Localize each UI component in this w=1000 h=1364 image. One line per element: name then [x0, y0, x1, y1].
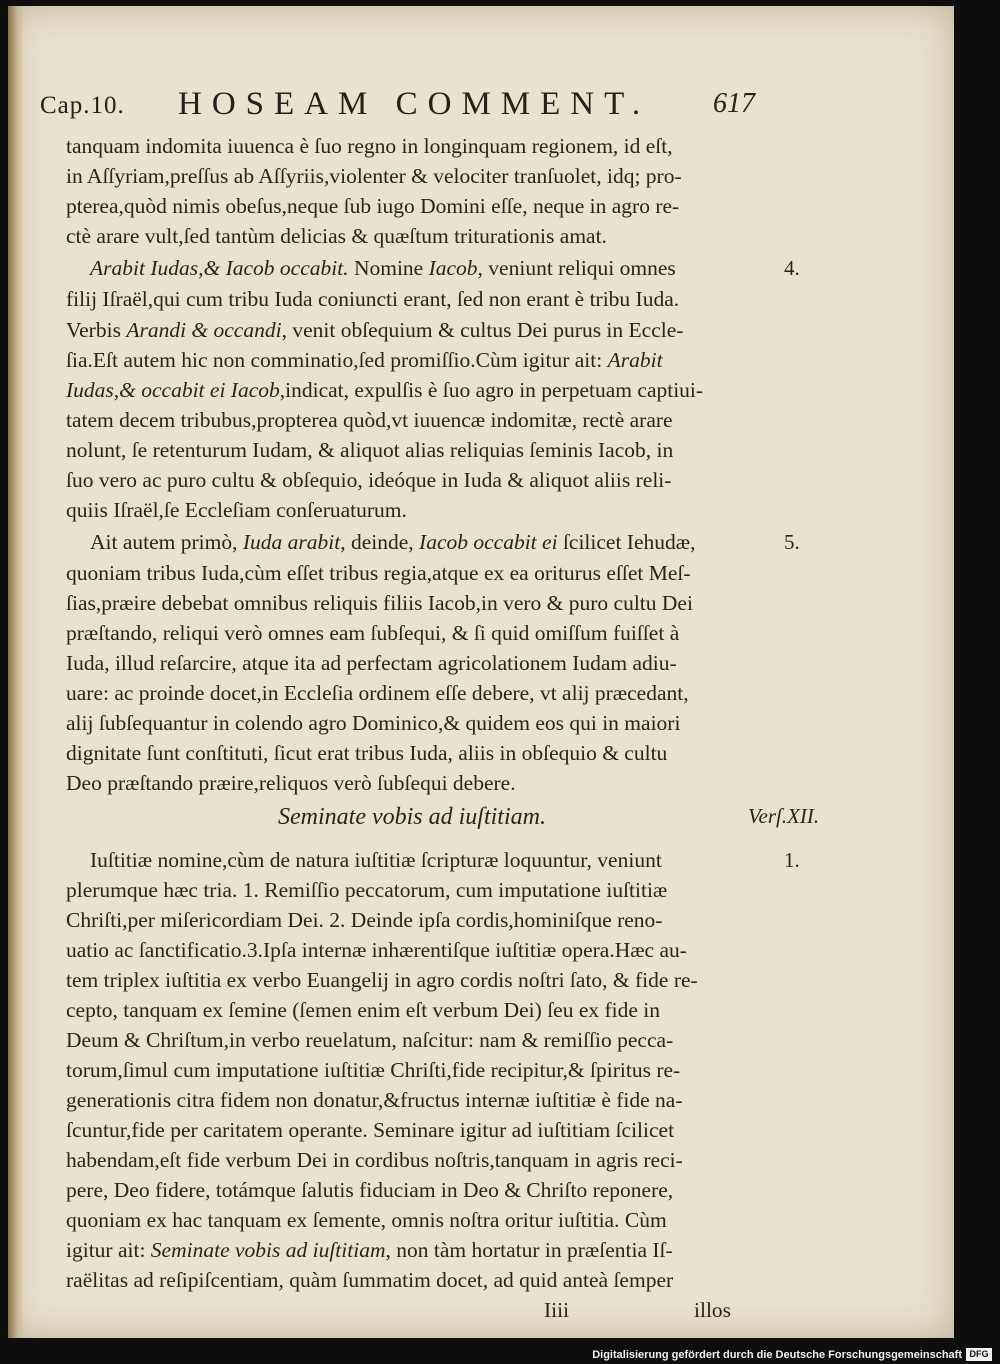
text-line: in Aſſyriam,preſſus ab Aſſyriis,violenter & velociter tranſuolet, idq; pro-	[66, 164, 682, 188]
text-line: uare: ac proinde docet,in Eccleſia ordinem eſſe debere, vt alij præcedant,	[66, 681, 689, 705]
margin-note-4: 4.	[784, 256, 800, 280]
section-heading: Seminate vobis ad iuſtitiam.	[278, 804, 546, 830]
book-page	[8, 6, 954, 1338]
text-line: ſia.Eſt autem hic non comminatio,ſed promiſſio.Cùm igitur ait: Arabit	[66, 348, 663, 372]
margin-note-5: 5.	[784, 530, 800, 554]
catchword: illos	[694, 1298, 732, 1322]
text-line: tanquam indomita iuuenca è ſuo regno in longinquam regionem, id eſt,	[66, 134, 673, 158]
text-line: Deum & Chriſtum,in verbo reuelatum, naſcitur: nam & remiſſio pecca-	[66, 1028, 674, 1052]
text-line: Arabit Iudas,& Iacob occabit. Nomine Iacob, veniunt reliqui omnes	[90, 256, 676, 280]
text-line: pterea,quòd nimis obeſus,neque ſub iugo Domini eſſe, neque in agro re-	[66, 194, 680, 218]
text-line: Deo præſtando præire,reliquos verò ſubſequi debere.	[66, 771, 516, 795]
text-line: cepto, tanquam ex ſemine (ſemen enim eſt verbum Dei) ſeu ex fide in	[66, 998, 661, 1022]
text-line: raëlitas ad reſipiſcentiam, quàm ſummatim docet, ad quid anteà ſemper	[66, 1268, 674, 1292]
text-line: dignitate ſunt conſtituti, ſicut erat tribus Iuda, aliis in obſequio & cultu	[66, 741, 668, 765]
text-line: Iudas,& occabit ei Iacob,indicat, expulſis è ſuo agro in perpetuam captiui-	[66, 378, 704, 402]
header-chapter: Cap.10.	[40, 92, 125, 119]
text-line: uatio ac ſanctificatio.3.Ipſa internæ inhærentiſque iuſtitiæ opera.Hæc au-	[66, 938, 687, 962]
text-line: alij ſubſequantur in colendo agro Dominico,& quidem eos qui in maiori	[66, 711, 681, 735]
lemma: Arabit Iudas,& Iacob occabit.	[90, 256, 349, 280]
text-line: filij Iſraël,qui cum tribu Iuda coniuncti erant, ſed non erant è tribu Iuda.	[66, 287, 680, 311]
text-line: generationis citra fidem non donatur,&fructus internæ iuſtitiæ è fide na-	[66, 1088, 683, 1112]
signature-mark: Iiii	[544, 1298, 570, 1322]
text-line: igitur ait: Seminate vobis ad iuſtitiam, non tàm hortatur in præſentia Iſ-	[66, 1238, 673, 1262]
text-line: ſcuntur,fide per caritatem operante. Seminare igitur ad iuſtitiam ſcilicet	[66, 1118, 675, 1142]
text-line: ſias,præire debebat omnibus reliquis filiis Iacob,in vero & puro cultu Dei	[66, 591, 693, 615]
text-line: Iuſtitiæ nomine,cùm de natura iuſtitiæ ſcripturæ loquuntur, veniunt	[90, 848, 662, 872]
text-line: ctè arare vult,ſed tantùm delicias & quæſtum triturationis amat.	[66, 224, 607, 248]
text-line: tem triplex iuſtitia ex verbo Euangelij in agro cordis noſtri ſato, & fide re-	[66, 968, 698, 992]
dfg-logo-icon: DFG	[966, 1348, 992, 1361]
text-line: Verbis Arandi & occandi, venit obſequium & cultus Dei purus in Eccle-	[66, 318, 684, 342]
text-line: quoniam ex hac tanquam ex ſemente, omnis noſtra oritur iuſtitia. Cùm	[66, 1208, 667, 1232]
header-page-number: 617	[713, 88, 755, 119]
text-line: tatem decem tribubus,propterea quòd,vt iuuencæ indomitæ, rectè arare	[66, 408, 673, 432]
text-line: quoniam tribus Iuda,cùm eſſet tribus regia,atque ex ea oriturus eſſet Meſ-	[66, 561, 691, 585]
text-line: ſuo vero ac puro cultu & obſequio, ideóque in Iuda & aliquot aliis reli-	[66, 468, 672, 492]
text-line: quiis Iſraël,ſe Eccleſiam conſeruaturum.	[66, 498, 407, 522]
text-line: Iuda, illud reſarcire, atque ita ad perfectam agricolationem Iudam adiu-	[66, 651, 677, 675]
text-line: præſtando, reliqui verò omnes eam ſubſequi, & ſi quid omiſſum fuiſſet à	[66, 621, 680, 645]
header-title: HOSEAM COMMENT.	[178, 86, 651, 122]
page-spine-shadow	[8, 6, 24, 1338]
text-line: Chriſti,per miſericordiam Dei. 2. Deinde ipſa cordis,hominiſque reno-	[66, 908, 663, 932]
text-line: nolunt, ſe retenturum Iudam, & aliquot alias reliquias ſeminis Iacob, in	[66, 438, 674, 462]
text-line: torum,ſimul cum imputatione iuſtitiæ Chriſti,fide recipitur,& ſpiritus re-	[66, 1058, 681, 1082]
margin-note-1: 1.	[784, 848, 800, 872]
text-line: plerumque hæc tria. 1. Remiſſio peccatorum, cum imputatione iuſtitiæ	[66, 878, 668, 902]
text-line: pere, Deo fidere, totámque ſalutis fiduciam in Deo & Chriſto reponere,	[66, 1178, 674, 1202]
text-line: habendam,eſt fide verbum Dei in cordibus noſtris,tanquam in agris reci-	[66, 1148, 683, 1172]
running-header	[8, 86, 954, 126]
margin-note-verse: Verſ.XII.	[748, 804, 820, 828]
text-line: Ait autem primò, Iuda arabit, deinde, Iacob occabit ei ſcilicet Iehudæ,	[90, 530, 696, 554]
footer-credit: Digitalisierung gefördert durch die Deutsche Forschungsgemeinschaft	[592, 1349, 962, 1361]
